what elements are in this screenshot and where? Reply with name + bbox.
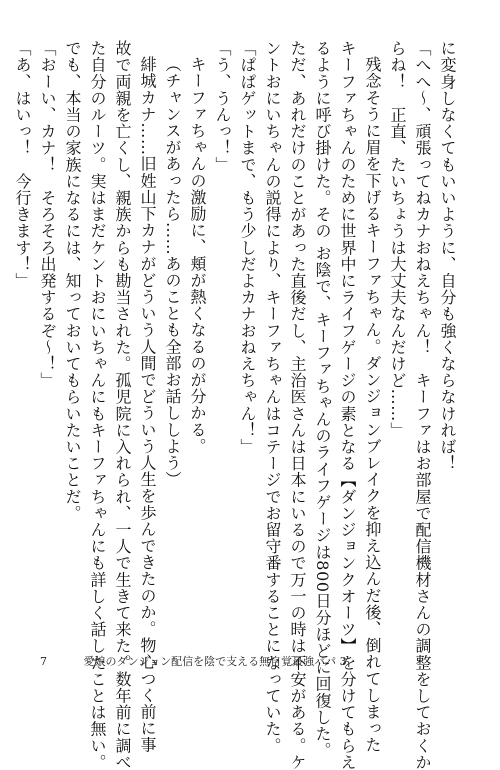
text-line: 「あ、はいっ！ 今行きます！」 [13, 40, 32, 289]
text-line: 「ぱぱゲットまで、もう少しだよカナおねえちゃん！」 [238, 40, 257, 455]
text-line: キーファちゃんの激励に、頬が熱くなるのが分かる。 [188, 56, 207, 455]
text-line: た自分のルーツ。実はまだケントおにいちゃんにもキーファちゃんにも詳しく話したことは無い。 [88, 40, 107, 770]
text-line: 「へへ〜、頑張ってねカナおねえちゃん！ キーファはお部屋で配信機材さんの調整をしておくか [413, 40, 432, 770]
text-line: でも、本当の家族になるには、知っておいてもらいたいことだ。 [63, 40, 82, 522]
text-line: ントおにいちゃんの説得により、キーファちゃんはコテージでお留守番することになっていた。 [263, 40, 282, 754]
text-line: 「おーい、カナ！ そろそろ出発するぞ〜！」 [38, 40, 57, 389]
running-title: 愛娘のダンジョン配信を陰で支える無自覚最強パパ 3 [83, 655, 347, 668]
text-line: らね！ 正直、たいちょうは大丈夫なんだけど……」 [388, 40, 407, 439]
text-line: 残念そうに眉を下げるキーファちゃん。ダンジョンブレイクを抑え込んだ後、倒れてしまった [363, 56, 382, 754]
page-footer [40, 653, 460, 669]
text-line: キーファちゃんのために世界中にライフゲージの素となる【ダンジョンクオーツ】を分けてもらえ [338, 40, 357, 770]
text-line: （チャンスがあったら……あのことも全部お話ししよう） [163, 56, 182, 488]
text-line: に変身しなくてもいいように、自分も強くならなければ！ [438, 40, 457, 472]
text-line: 緋城カナ……旧姓山下カナがどういう人間でどういう人生を歩んできたのか。物心つく前に事 [138, 56, 157, 754]
text-line: ただ、あれだけのことがあった直後だし、主治医さんは日本にいるので万一の時は不安がある。ケ [288, 40, 307, 770]
text-line: 故で両親を亡くし、親族からも勘当された。孤児院に入れられ、一人で生きて来た。数年前に調べ [113, 40, 132, 770]
text-line: 「う、うんっ！」 [213, 40, 232, 173]
text-line: るように呼び掛けた。その お陰で、キーファちゃんのライフゲージは800日分ほどに回復した。 [313, 40, 332, 759]
page-number: 7 [40, 655, 47, 668]
